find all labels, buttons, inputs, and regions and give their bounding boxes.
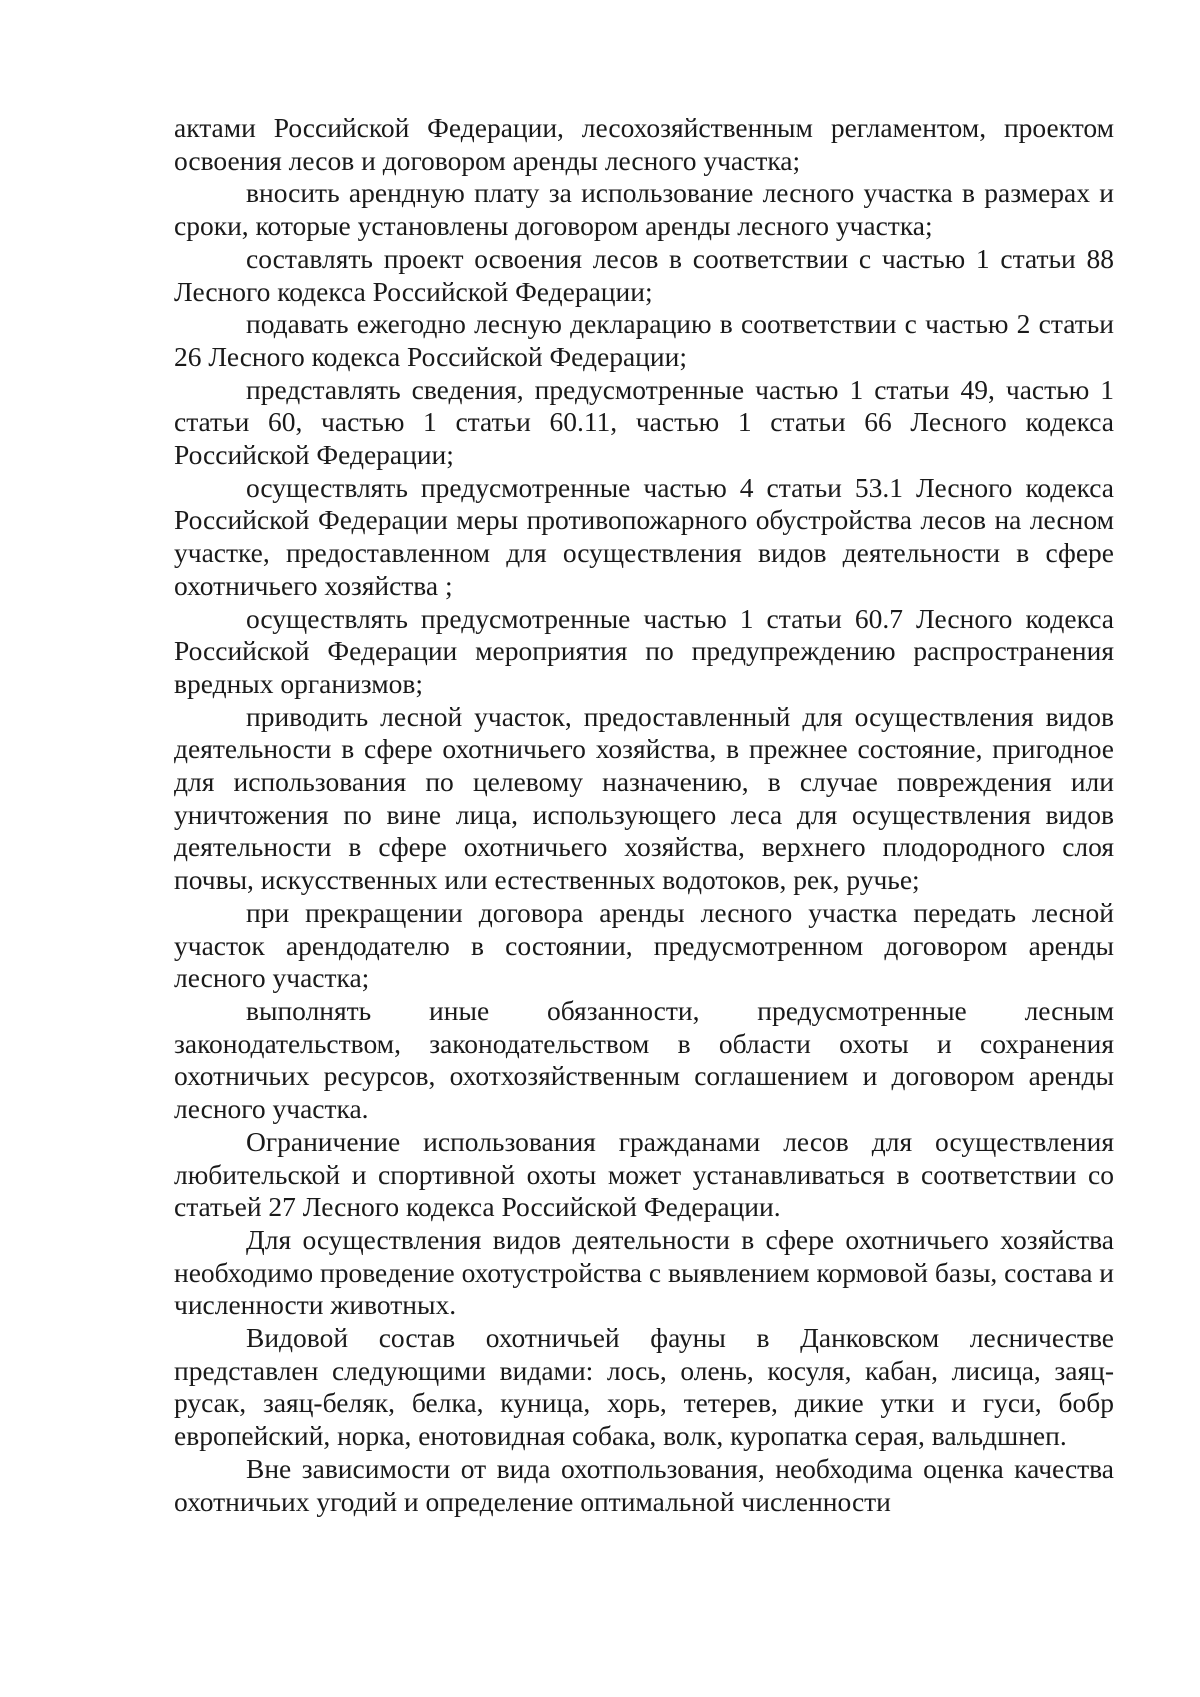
paragraph: осуществлять предусмотренные частью 4 статьи 53.1 Лесного кодекса Российской Федерации меры противопожарного обустройства лесов на лесном участке, предоставленном для осуществления видов деятельности в сфере охотничьего хозяйства ; (174, 471, 1114, 601)
document-body (174, 112, 1114, 1518)
paragraph: составлять проект освоения лесов в соответствии с частью 1 статьи 88 Лесного кодекса Российской Федерации; (174, 242, 1114, 307)
paragraph: Видовой состав охотничьей фауны в Данковском лесничестве представлен следующими видами: лось, олень, косуля, кабан, лисица, заяц-русак, заяц-беляк, белка, куница, хорь, тетерев, дикие утки и гуси, бобр европейский, норка, енотовидная собака, волк, куропатка серая, вальдшнеп. (174, 1322, 1114, 1452)
paragraph: представлять сведения, предусмотренные частью 1 статьи 49, частью 1 статьи 60, частью 1 статьи 60.11, частью 1 статьи 66 Лесного кодекса Российской Федерации; (174, 373, 1114, 471)
paragraph: подавать ежегодно лесную декларацию в соответствии с частью 2 статьи 26 Лесного кодекса Российской Федерации; (174, 308, 1114, 372)
paragraph: при прекращении договора аренды лесного участка передать лесной участок арендодателю в состоянии, предусмотренном договором аренды лесного участка; (174, 896, 1114, 994)
paragraph: Для осуществления видов деятельности в сфере охотничьего хозяйства необходимо проведение охотустройства с выявлением кормовой базы, состава и численности животных. (174, 1223, 1114, 1321)
paragraph: вносить арендную плату за использование лесного участка в размерах и сроки, которые установлены договором аренды лесного участка; (174, 177, 1114, 242)
paragraph: выполнять иные обязанности, предусмотренные лесным законодательством, законодательством в области охоты и сохранения охотничьих ресурсов, охотхозяйственным соглашением и договором аренды лесного участка. (174, 994, 1114, 1125)
paragraph: Ограничение использования гражданами лесов для осуществления любительской и спортивной охоты может устанавливаться в соответствии со статьей 27 Лесного кодекса Российской Федерации. (174, 1125, 1114, 1223)
paragraph: актами Российской Федерации, лесохозяйственным регламентом, проектом освоения лесов и договором аренды лесного участка; (174, 112, 1114, 176)
paragraph: осуществлять предусмотренные частью 1 статьи 60.7 Лесного кодекса Российской Федерации мероприятия по предупреждению распространения вредных организмов; (174, 602, 1114, 699)
paragraph: Вне зависимости от вида охотпользования, необходима оценка качества охотничьих угодий и определение оптимальной численности (174, 1452, 1114, 1517)
paragraph: приводить лесной участок, предоставленный для осуществления видов деятельности в сфере охотничьего хозяйства, в прежнее состояние, пригодное для использования по целевому назначению, в случае повреждения или уничтожения по вине лица, использующего леса для осуществления видов деятельности в сфере охотничьего хозяйства, верхнего плодородного слоя почвы, искусственных или естественных водотоков, рек, ручье; (174, 700, 1114, 896)
